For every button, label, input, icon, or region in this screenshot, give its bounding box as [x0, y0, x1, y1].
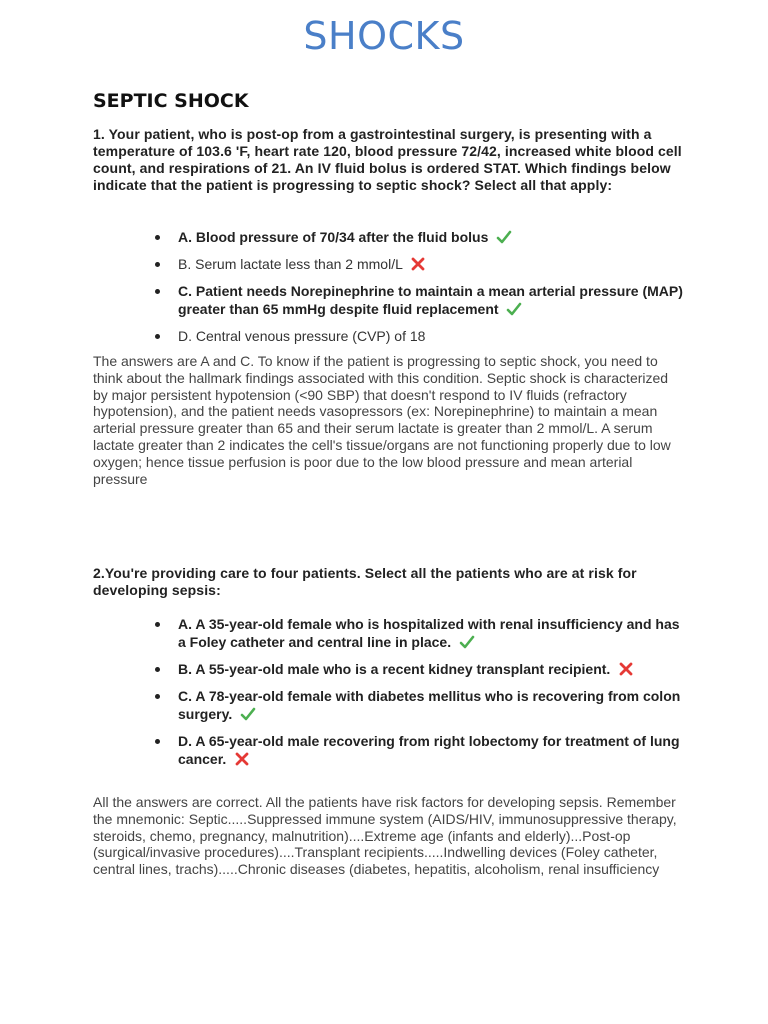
question-2: 2.You're providing care to four patients. Select all the patients who are at risk for developing sepsis: — [93, 565, 637, 598]
q2-explanation: All the answers are correct. All the patients have risk factors for developing sepsis. Remember the mnemonic: Septic.....Suppressed immune system (AIDS/HIV, immunosuppressive therapy, steroids, chemo, pregnancy, malnutrition)....Extreme age (infants and elderly)...Post-op (surgical/invasive procedures)....Transplant recipients.....Indwelling devices (Foley catheter, central lines, trachs).....Chronic diseases (diabetes, hepatitis, alcoholism, renal insufficiency — [93, 794, 677, 878]
question-1-options — [155, 228, 685, 345]
option-text: D. A 65-year-old male recovering from right lobectomy for treatment of lung cancer. — [178, 733, 680, 767]
option-text: B. A 55-year-old male who is a recent kidney transplant recipient. — [178, 661, 611, 677]
option-text: A. A 35-year-old female who is hospitalized with renal insufficiency and has a Foley catheter and central line in place. — [178, 616, 680, 650]
bullet-icon — [155, 667, 160, 672]
q2-option-d — [155, 732, 685, 768]
bullet-icon — [155, 694, 160, 699]
option-text: D. Central venous pressure (CVP) of 18 — [178, 328, 426, 344]
check-icon — [506, 302, 522, 316]
q1-explanation: The answers are A and C. To know if the patient is progressing to septic shock, you need to think about the hallmark findings associated with this condition. Septic shock is characterized by major persistent hypotension (<90 SBP) that doesn't respond to IV fluids (refractory hypotension), and the patient needs vasopressors (ex: Norepinephrine) to maintain a mean arterial pressure greater than 65 and their serum lactate is greater than 2 mmol/L. A serum lactate greater than 2 indicates the cell's tissue/organs are not functioning properly due to low oxygen; hence tissue perfusion is poor due to the low blood pressure and mean arterial pressure — [93, 353, 671, 487]
option-text: B. Serum lactate less than 2 mmol/L — [178, 256, 403, 272]
bullet-icon — [155, 334, 160, 339]
option-text: C. A 78-year-old female with diabetes mellitus who is recovering from colon surgery. — [178, 688, 681, 722]
q2-option-b — [155, 660, 685, 678]
option-text: A. Blood pressure of 70/34 after the fluid bolus — [178, 229, 489, 245]
check-icon — [240, 707, 256, 721]
section-heading: SEPTIC SHOCK — [93, 90, 249, 112]
question-1: 1. Your patient, who is post-op from a gastrointestinal surgery, is presenting with a temperature of 103.6 'F, heart rate 120, blood pressure 72/42, increased white blood cell count, and respirations of 21. An IV fluid bolus is ordered STAT. Which findings below indicate that the patient is progressing to septic shock? Select all that apply: — [93, 126, 682, 193]
cross-icon — [410, 257, 426, 271]
q1-option-d — [155, 327, 685, 345]
document-title: SHOCKS — [303, 14, 465, 58]
cross-icon — [234, 752, 250, 766]
option-text: C. Patient needs Norepinephrine to maintain a mean arterial pressure (MAP) greater than 65 mmHg despite fluid replacement — [178, 283, 683, 317]
bullet-icon — [155, 289, 160, 294]
q2-option-c — [155, 687, 685, 723]
q1-option-c — [155, 282, 685, 318]
question-2-options — [155, 615, 685, 768]
q2-option-a — [155, 615, 685, 651]
check-icon — [459, 635, 475, 649]
q1-option-b — [155, 255, 685, 273]
bullet-icon — [155, 622, 160, 627]
bullet-icon — [155, 235, 160, 240]
bullet-icon — [155, 262, 160, 267]
q1-option-a — [155, 228, 685, 246]
cross-icon — [618, 662, 634, 676]
check-icon — [496, 230, 512, 244]
bullet-icon — [155, 739, 160, 744]
